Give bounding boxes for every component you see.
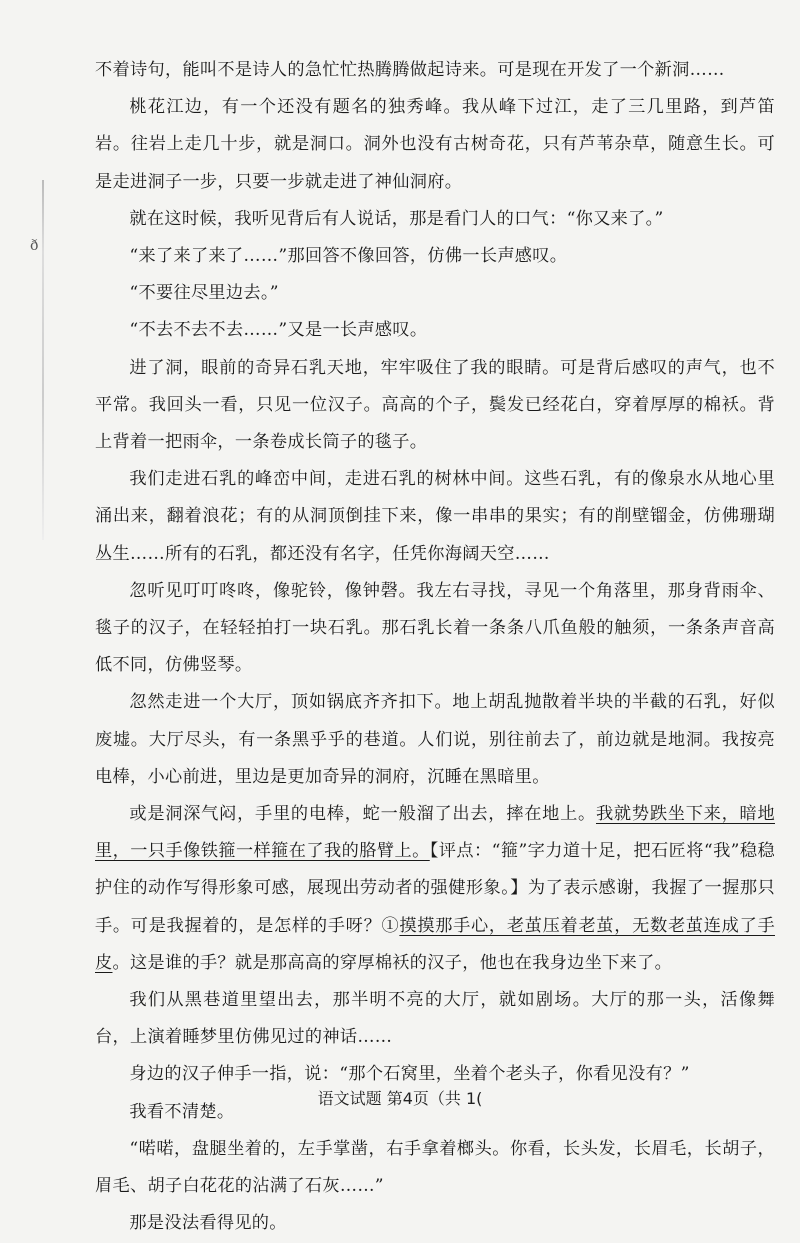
paragraph-group-1 <box>95 52 775 796</box>
paragraph-annotated <box>95 796 775 982</box>
paragraph: 就在这时候，我听见背后有人说话，那是看门人的口气：“你又来了。” <box>129 208 664 229</box>
underlined-question-sentence: 摸摸那手心，老茧压着老茧，无数老茧连成了手皮 <box>95 915 775 973</box>
paragraph: “不要往尽里边去。” <box>129 283 279 304</box>
page-footer: 语文试题 第4页（共 1( <box>317 1089 483 1108</box>
paragraph: “喏喏，盘腿坐着的，左手掌凿，右手拿着榔头。你看，长头发，长眉毛，长胡子，眉毛、胡子白花花的沾满了石灰……” <box>95 1138 775 1197</box>
text-segment: 或是洞深气闷，手里的电棒，蛇一般溜了出去，摔在地上。 <box>129 804 596 825</box>
paragraph: “不去不去不去……”又是一长声感叹。 <box>129 320 428 341</box>
margin-mark: ð <box>30 238 39 254</box>
paragraph: 那是没法看得见的。 <box>129 1213 287 1234</box>
paragraph: “来了来了来了……”那回答不像回答，仿佛一长声感叹。 <box>129 246 568 267</box>
binding-margin-line <box>42 180 44 540</box>
paragraph: 身边的汉子伸手一指，说：“那个石窝里，坐着个老头子，你看见没有？” <box>129 1064 690 1085</box>
paragraph: 忽听见叮叮咚咚，像驼铃，像钟磬。我左右寻找，寻见一个角落里，那身背雨伞、毯子的汉子，在轻轻拍打一块石乳。那石乳长着一条条八爪鱼般的触须，一条条声音高低不同，仿佛竖琴。 <box>95 580 775 676</box>
paragraph: 不着诗句，能叫不是诗人的急忙忙热腾腾做起诗来。可是现在开发了一个新洞…… <box>95 60 725 80</box>
paragraph: 我们从黑巷道里望出去，那半明不亮的大厅，就如剧场。大厅的那一头，活像舞台，上演着睡梦里仿佛见过的神话…… <box>95 990 775 1048</box>
underlined-sentence: 我就势跌坐下来，暗地里，一只手像铁箍一样箍在了我的胳臂上。 <box>95 804 775 862</box>
paragraph: 我们走进石乳的峰峦中间，走进石乳的树林中间。这些石乳，有的像泉水从地心里涌出来，翻着浪花；有的从洞顶倒挂下来，像一串串的果实；有的削壁镏金，仿佛珊瑚丛生……所有的石乳，都还没有名字，任凭你海阔天空…… <box>95 469 775 564</box>
paragraph-group-2 <box>95 982 775 1242</box>
paragraph: 进了洞，眼前的奇异石乳天地，牢牢吸住了我的眼睛。可是背后感叹的声气，也不平常。我回头一看，只见一位汉子。高高的个子，鬓发已经花白，穿着厚厚的棉袄。背上背着一把雨伞，一条卷成长筒子的毯子。 <box>95 357 775 453</box>
commentary-segment: 【评点：“箍”字力道十足，把石匠将“我”稳稳护住的动作写得形象可感，展现出劳动者的强健形象。】为了表示感谢，我握了一握那只手。可是我握着的，是怎样的手呀？① <box>95 841 776 936</box>
paragraph: 桃花江边，有一个还没有题名的独秀峰。我从峰下过江，走了三几里路，到芦笛岩。往岩上走几十步，就是洞口。洞外也没有古树奇花，只有芦苇杂草，随意生长。可是走进洞子一步，只要一步就走进了神仙洞府。 <box>95 97 775 192</box>
reading-passage <box>95 52 775 1243</box>
paragraph: 忽然走进一个大厅，顶如锅底齐齐扣下。地上胡乱抛散着半块的半截的石乳，好似废墟。大厅尽头，有一条黑乎乎的巷道。人们说，别往前去了，前边就是地洞。我按亮电棒，小心前进，里边是更加奇异的洞府，沉睡在黑暗里。 <box>95 692 775 787</box>
paragraph: 我看不清楚。 <box>129 1101 235 1122</box>
text-segment: 。这是谁的手？就是那高高的穿厚棉袄的汉子，他也在我身边坐下来了。 <box>112 952 673 973</box>
